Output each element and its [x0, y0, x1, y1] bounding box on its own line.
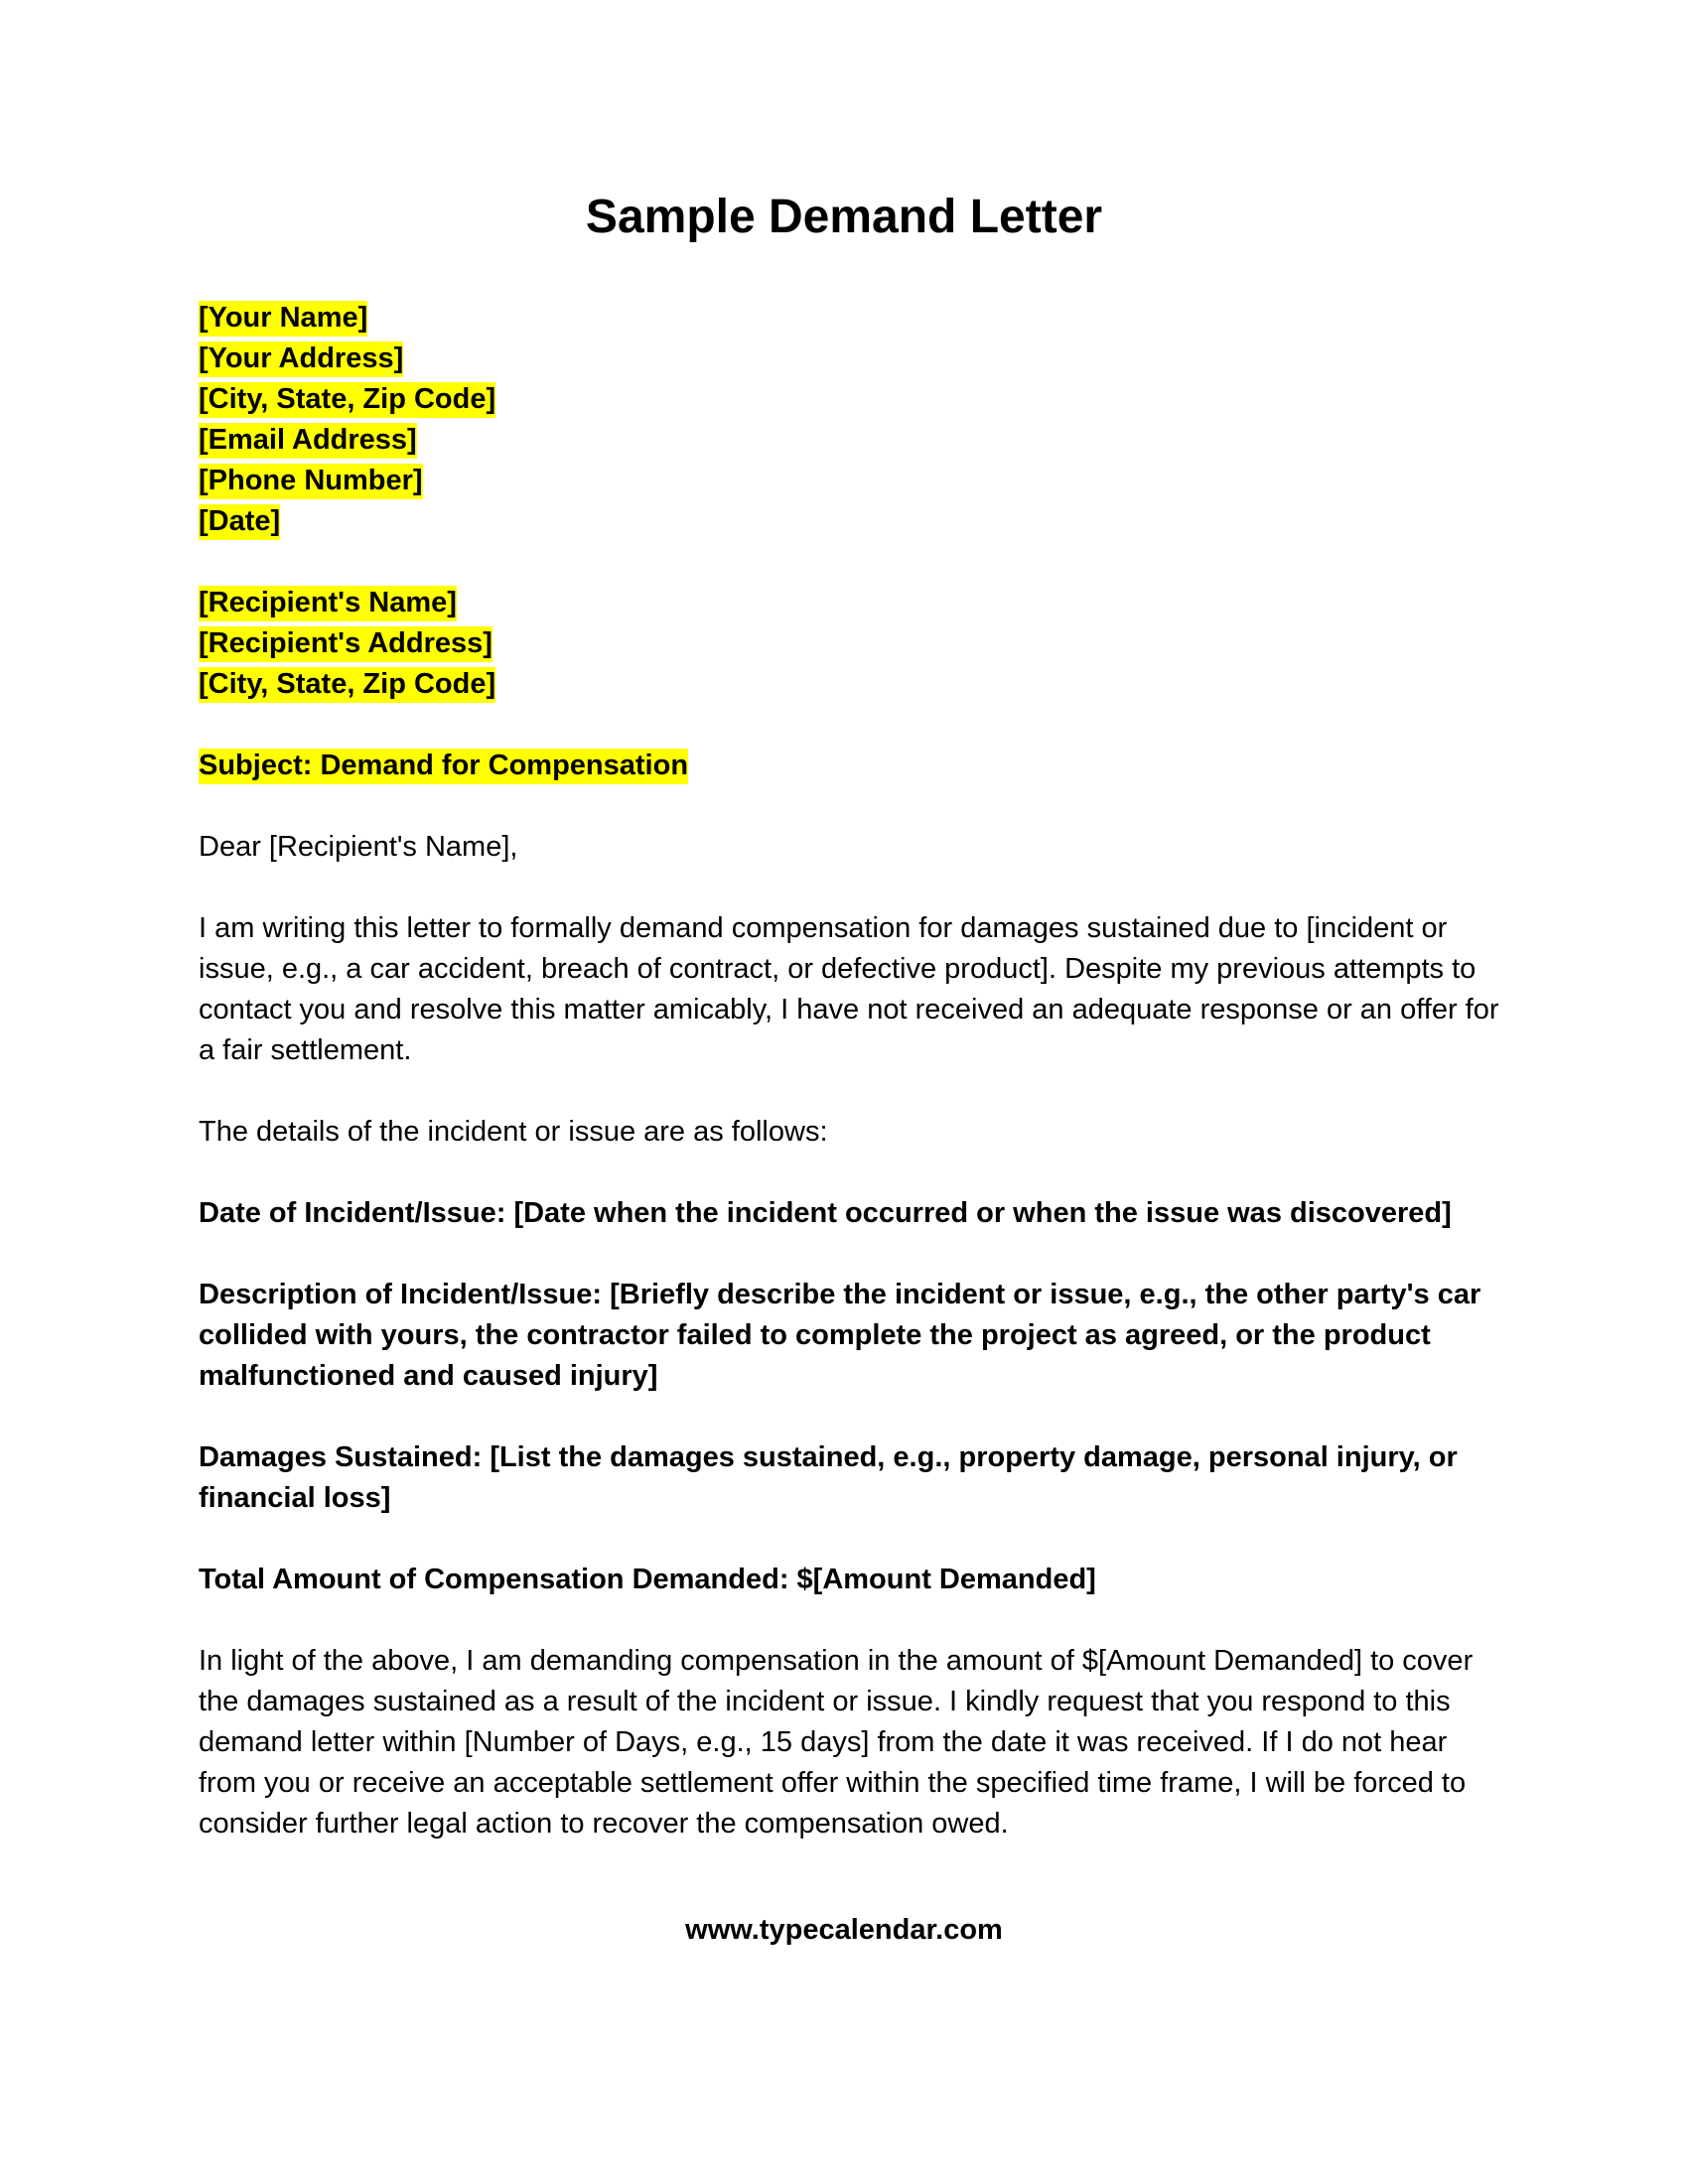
sender-email: [Email Address]	[199, 423, 417, 459]
sender-date-line	[199, 501, 1499, 542]
sender-phone-line	[199, 461, 1499, 501]
sender-phone: [Phone Number]	[199, 464, 423, 499]
description-paragraph: Description of Incident/Issue: [Briefly describe the incident or issue, e.g., the other party's car collided with yours, the contractor failed to complete the project as agreed, or the product malfunctioned and caused injury]	[199, 1279, 1481, 1392]
recipient-city-line	[199, 664, 1499, 705]
sender-block	[199, 298, 1499, 542]
recipient-block	[199, 583, 1499, 705]
recipient-address: [Recipient's Address]	[199, 626, 492, 662]
total-amount-paragraph: Total Amount of Compensation Demanded: $[Amount Demanded]	[199, 1564, 1096, 1595]
page-title: Sample Demand Letter	[585, 191, 1103, 243]
footer-website: www.typecalendar.com	[685, 1914, 1003, 1946]
recipient-address-line	[199, 623, 1499, 664]
sender-address: [Your Address]	[199, 341, 403, 377]
subject-block	[199, 746, 1499, 786]
recipient-name: [Recipient's Name]	[199, 586, 457, 621]
sender-address-line	[199, 339, 1499, 379]
sender-city-state-zip: [City, State, Zip Code]	[199, 382, 495, 418]
intro-paragraph: I am writing this letter to formally demand compensation for damages sustained due to [incident or issue, e.g., a car accident, breach of contract, or defective product]. Despite my previous attempts to contact you and resolve this matter amicably, I have not received an adequate response or an offer for a fair settlement.	[199, 912, 1499, 1066]
sender-name: [Your Name]	[199, 301, 367, 337]
sender-email-line	[199, 420, 1499, 461]
subject-line: Subject: Demand for Compensation	[199, 749, 688, 784]
salutation: Dear [Recipient's Name],	[199, 831, 518, 863]
closing-paragraph: In light of the above, I am demanding compensation in the amount of $[Amount Demanded] to cover the damages sustained as a result of the incident or issue. I kindly request that you respond to this demand letter within [Number of Days, e.g., 15 days] from the date it was received. If I do not hear from you or receive an acceptable settlement offer within the specified time frame, I will be forced to consider further legal action to recover the compensation owed.	[199, 1645, 1474, 1840]
recipient-city-state-zip: [City, State, Zip Code]	[199, 667, 495, 703]
sender-city-line	[199, 379, 1499, 420]
date-of-incident-paragraph: Date of Incident/Issue: [Date when the incident occurred or when the issue was discovered]	[199, 1197, 1452, 1229]
letter-body	[199, 298, 1499, 1885]
recipient-name-line	[199, 583, 1499, 623]
details-intro-paragraph: The details of the incident or issue are as follows:	[199, 1116, 828, 1148]
sender-name-line	[199, 298, 1499, 339]
damages-paragraph: Damages Sustained: [List the damages sustained, e.g., property damage, personal injury, or financial loss]	[199, 1441, 1458, 1514]
sender-date: [Date]	[199, 504, 280, 540]
